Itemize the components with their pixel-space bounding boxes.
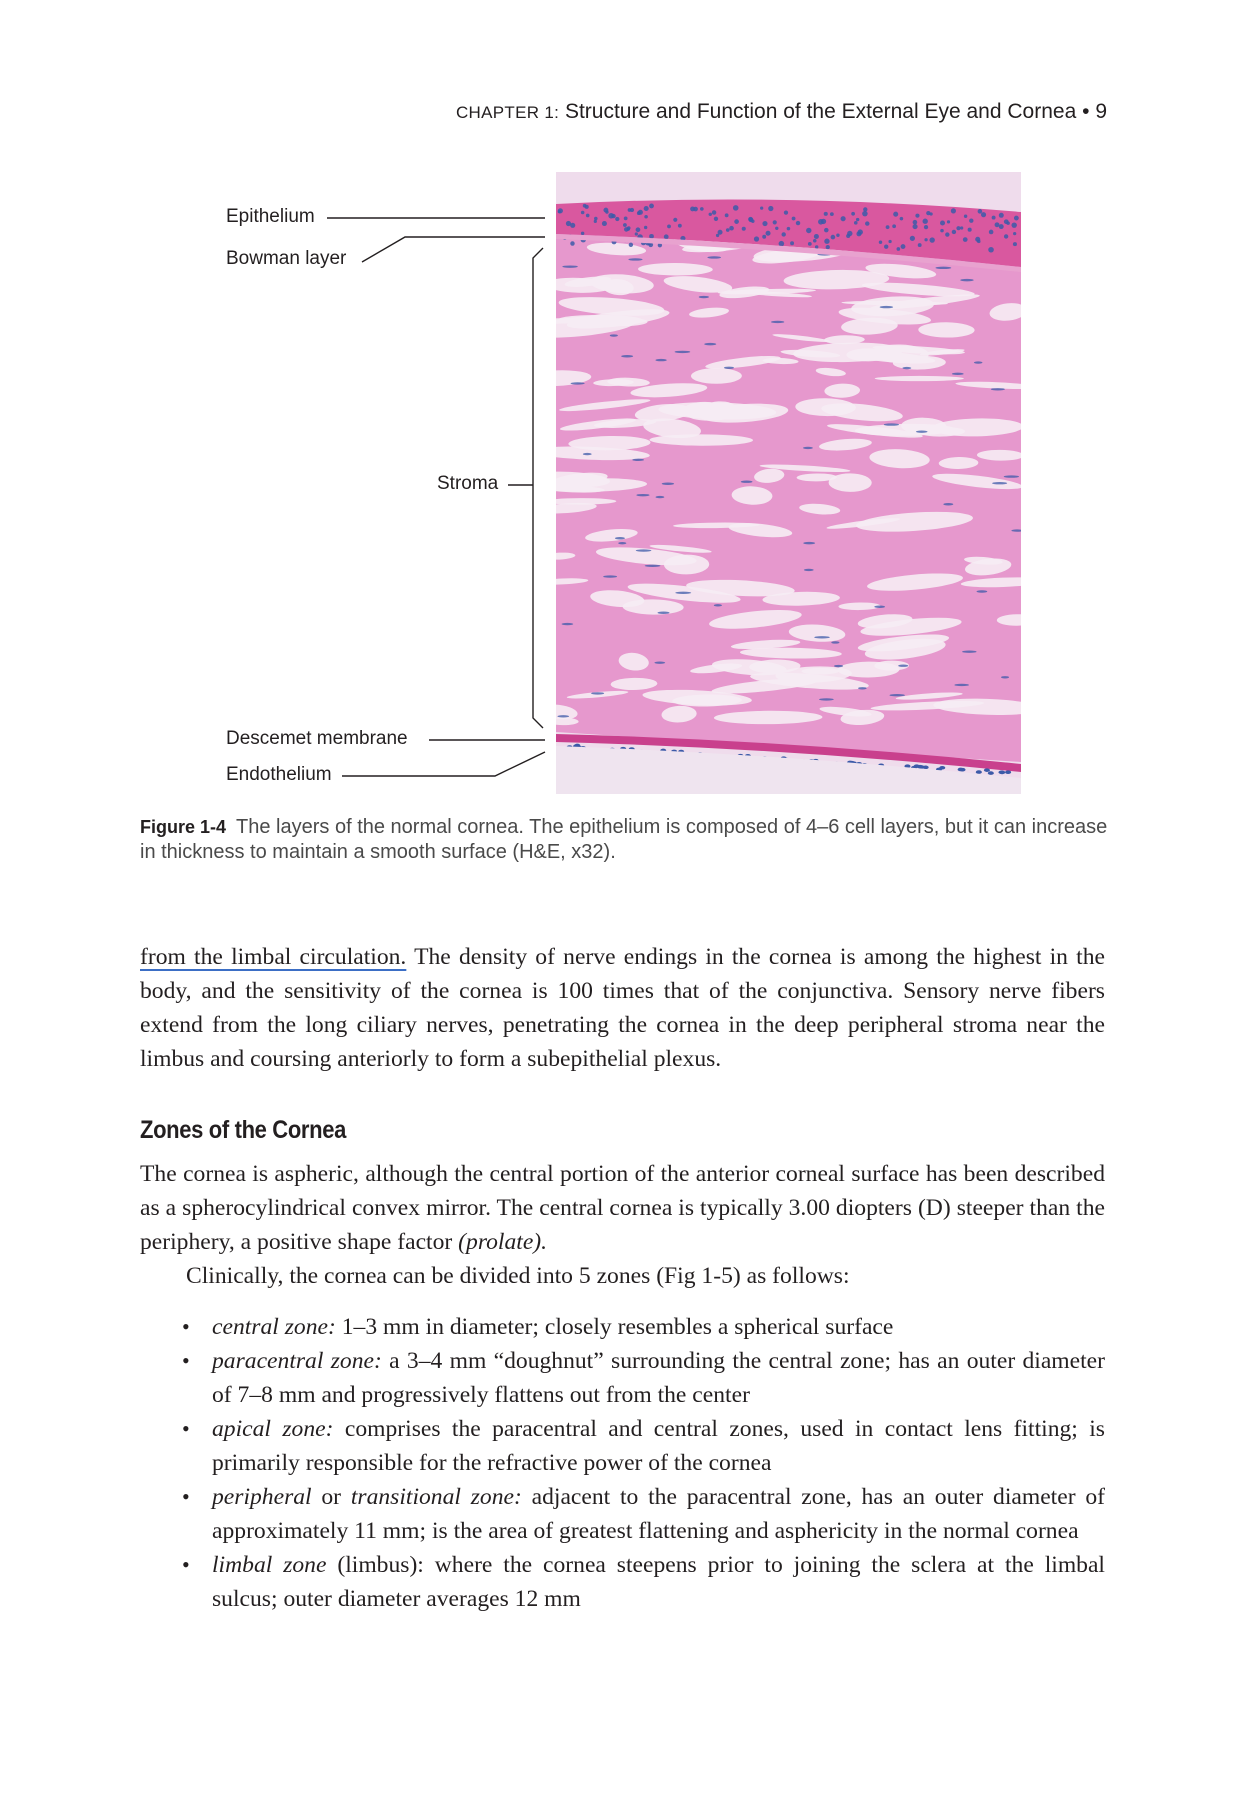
list-item — [212, 1548, 1105, 1616]
cornea-micrograph — [556, 172, 1021, 794]
list-item — [212, 1310, 1105, 1344]
paragraph-zones-intro: Clinically, the cornea can be divided into 5 zones (Fig 1-5) as follows: — [186, 1263, 850, 1289]
chapter-label: CHAPTER 1: — [455, 103, 560, 122]
zone-term: paracentral zone: — [212, 1348, 382, 1374]
list-item — [212, 1412, 1105, 1480]
zone-term: apical zone: — [212, 1416, 334, 1442]
label-stroma: Stroma — [437, 473, 499, 494]
zone-description: adjacent to the paracentral zone, has an outer diameter of approximately 11 mm; is the area of greatest flattening and asphericity in the normal cornea — [212, 1484, 1105, 1544]
figure-1-4 — [0, 0, 1254, 863]
zone-term: peripheral — [212, 1484, 312, 1510]
italic-term: (prolate). — [458, 1229, 548, 1255]
figure-caption — [140, 815, 1110, 865]
figure-caption-text: The layers of the normal cornea. The epithelium is composed of 4–6 cell layers, but it can increase in thickness to maintain a smooth surface (H&E, x32). — [140, 816, 1108, 863]
page-number: 9 — [1095, 100, 1107, 123]
zone-description: a 3–4 mm “doughnut” surrounding the central zone; has an outer diameter of 7–8 mm and progressively flattens out from the center — [212, 1348, 1106, 1408]
paragraph-aspheric — [140, 1157, 1105, 1259]
zone-description: (limbus): where the cornea steepens prior to joining the sclera at the limbal sulcus; outer diameter averages 12 mm — [212, 1552, 1105, 1612]
underlined-phrase: from the limbal circulation. — [140, 944, 407, 970]
zone-term: limbal zone — [212, 1552, 327, 1578]
label-bowman-layer: Bowman layer — [226, 248, 347, 269]
zones-list — [180, 1310, 1105, 1616]
list-item — [212, 1344, 1105, 1412]
paragraph-nerve-endings — [140, 940, 1105, 1076]
zone-term: central zone: — [212, 1314, 336, 1340]
list-item — [212, 1480, 1105, 1548]
zone-connector: or — [311, 1484, 351, 1510]
label-descemet-membrane: Descemet membrane — [226, 728, 408, 749]
paragraph-text: The cornea is aspheric, although the central portion of the anterior corneal surface has been described as a spherocylindrical convex mirror. The central cornea is typically 3.00 diopters (D) steeper than the periphery, a positive shape factor — [140, 1161, 1105, 1255]
zone-description: 1–3 mm in diameter; closely resembles a spherical surface — [335, 1314, 894, 1340]
header-separator: • — [1082, 100, 1090, 123]
section-heading: Zones of the Cornea — [140, 1116, 347, 1144]
micrograph-image — [556, 172, 1021, 794]
figure-number: Figure 1-4 — [140, 817, 227, 837]
paragraph-text: The density of nerve endings in the cornea is among the highest in the body, and the sensitivity of the cornea is 100 times that of the conjunctiva. Sensory nerve fibers extend from the long ciliary nerves, penetrating the cornea in the deep peripheral stroma near the limbus and coursing anteriorly to form a subepithelial plexus. — [140, 944, 1105, 1072]
label-epithelium: Epithelium — [226, 206, 315, 227]
chapter-title: Structure and Function of the External Eye and Cornea — [564, 100, 1077, 123]
label-endothelium: Endothelium — [226, 764, 332, 785]
zone-description: comprises the paracentral and central zones, used in contact lens fitting; is primarily responsible for the refractive power of the cornea — [212, 1416, 1105, 1476]
zone-term-alt: transitional zone: — [350, 1484, 522, 1510]
